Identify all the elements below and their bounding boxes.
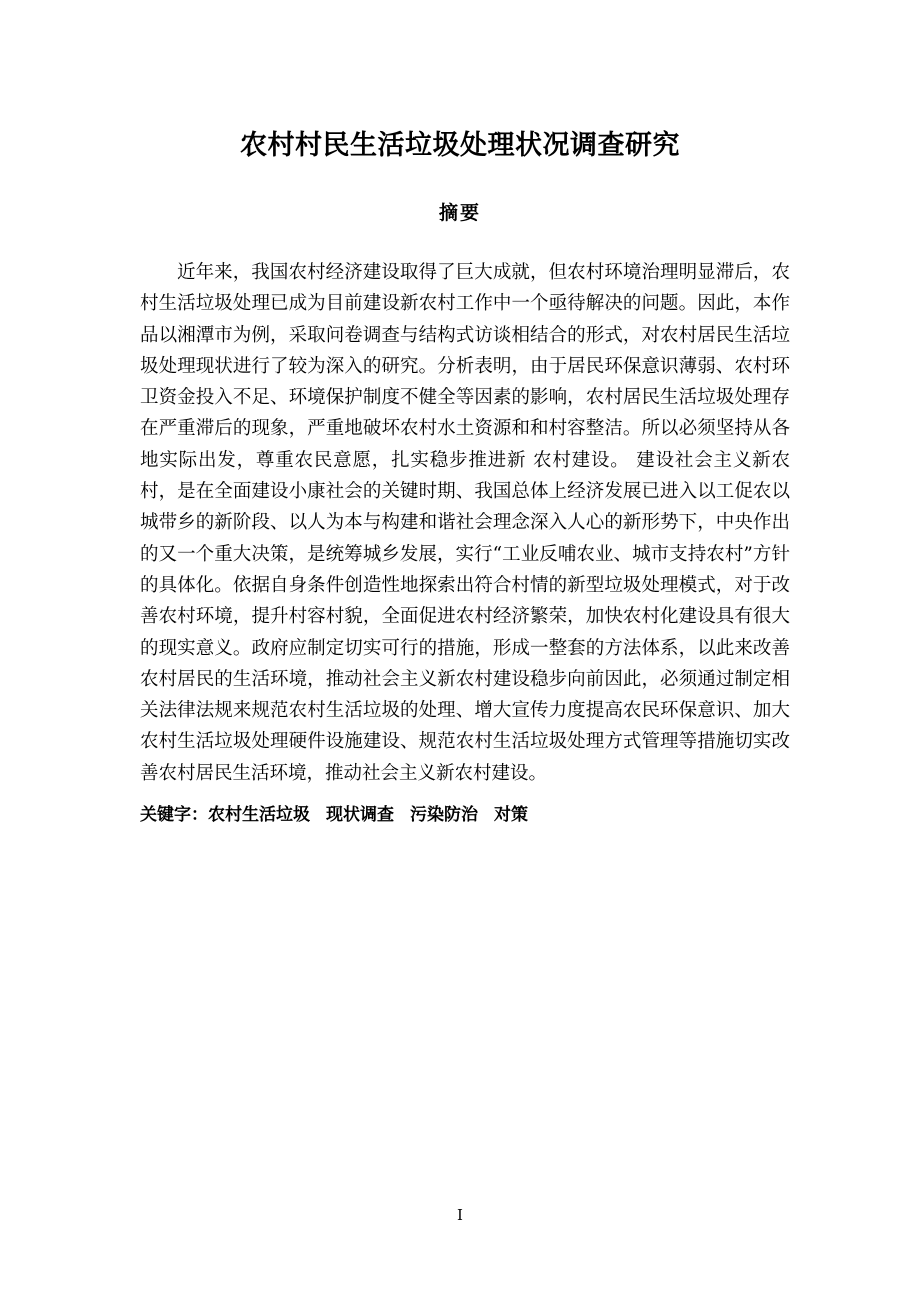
keyword-3: 污染防治 xyxy=(410,805,478,825)
keywords-line xyxy=(140,800,790,830)
keywords-label: 关键字： xyxy=(140,805,208,825)
document-title: 农村村民生活垃圾处理状况调查研究 xyxy=(240,130,680,161)
keyword-1: 农村生活垃圾 xyxy=(208,805,310,825)
abstract-paragraph: 近年来，我国农村经济建设取得了巨大成就，但农村环境治理明显滞后，农村生活垃圾处理已成为目前建设新农村工作中一个亟待解决的问题。因此，本作品以湘潭市为例，采取问卷调查与结构式访谈相结合的形式，对农村居民生活垃圾处理现状进行了较为深入的研究。分析表明，由于居民环保意识薄弱、农村环卫资金投入不足、环境保护制度不健全等因素的影响，农村居民生活垃圾处理存在严重滞后的现象，严重地破坏农村水土资源和和村容整洁。所以必须坚持从各地实际出发，尊重农民意愿，扎实稳步推进新 农村建设。 建设社会主义新农村，是在全面建设小康社会的关键时期、我国总体上经济发展已进入以工促农以城带乡的新阶段、以人为本与构建和谐社会理念深入人心的新形势下，中央作出的又一个重大决策，是统筹城乡发展，实行“工业反哺农业、城市支持农村”方针的具体化。依据自身条件创造性地探索出符合村情的新型垃圾处理模式，对于改善农村环境，提升村容村貌，全面促进农村经济繁荣，加快农村化建设具有很大的现实意义。政府应制定切实可行的措施，形成一整套的方法体系，以此来改善农村居民的生活环境，推动社会主义新农村建设稳步向前因此，必须通过制定相关法律法规来规范农村生活垃圾的处理、增大宣传力度提高农民环保意识、加大农村生活垃圾处理硬件设施建设、规范农村生活垃圾处理方式管理等措施切实改善农村居民生活环境，推动社会主义新农村建设。 xyxy=(140,262,790,784)
keyword-4: 对策 xyxy=(494,805,528,825)
page-number: I xyxy=(457,1206,463,1224)
abstract-heading: 摘要 xyxy=(438,202,481,224)
keyword-2: 现状调查 xyxy=(326,805,394,825)
